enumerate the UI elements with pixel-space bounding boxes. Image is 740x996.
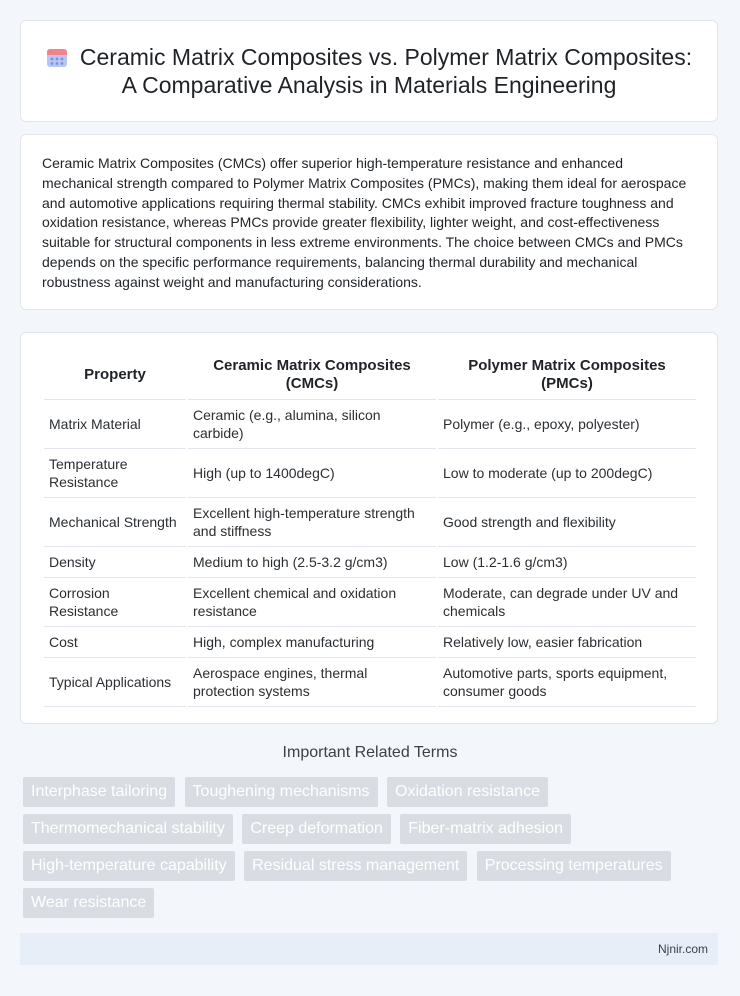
- cell-property: Density: [44, 547, 186, 578]
- table-row: [44, 400, 696, 449]
- page-title-text: Ceramic Matrix Composites vs. Polymer Matrix Composites: A Comparative Analysis in Materials Engineering: [79, 44, 693, 98]
- cell-property: Matrix Material: [44, 400, 186, 449]
- header-pmc: Polymer Matrix Composites (PMCs): [438, 351, 696, 400]
- related-term-tag[interactable]: Wear resistance: [23, 888, 154, 918]
- comparison-card: [20, 332, 718, 724]
- cell-cmc: High, complex manufacturing: [188, 627, 436, 658]
- table-row: [44, 498, 696, 547]
- cell-cmc: High (up to 1400degC): [188, 449, 436, 498]
- cell-property: Cost: [44, 627, 186, 658]
- table-header-row: [44, 351, 696, 400]
- table-row: [44, 578, 696, 627]
- summary-card: [20, 134, 718, 310]
- table-row: [44, 449, 696, 498]
- summary-text: Ceramic Matrix Composites (CMCs) offer superior high-temperature resistance and enhanced mechanical strength compared to Polymer Matrix Composites (PMCs), making them ideal for aerospace and automotive applications requiring thermal stability. CMCs exhibit improved fracture toughness and oxidation resistance, whereas PMCs provide greater flexibility, lighter weight, and cost-effectiveness suitable for structural components in less extreme environments. The choice between CMCs and PMCs depends on the specific performance requirements, balancing thermal durability and mechanical robustness against weight and manufacturing considerations.: [42, 155, 687, 290]
- related-term-tag[interactable]: Creep deformation: [242, 814, 391, 844]
- related-term-tag[interactable]: High-temperature capability: [23, 851, 235, 881]
- cell-property: Typical Applications: [44, 658, 186, 707]
- cell-pmc: Moderate, can degrade under UV and chemicals: [438, 578, 696, 627]
- calendar-icon: [46, 46, 68, 68]
- cell-pmc: Good strength and flexibility: [438, 498, 696, 547]
- related-term-tag[interactable]: Oxidation resistance: [387, 777, 548, 807]
- cell-cmc: Ceramic (e.g., alumina, silicon carbide): [188, 400, 436, 449]
- comparison-table: [42, 351, 698, 707]
- page-title: [39, 43, 699, 99]
- cell-cmc: Excellent high-temperature strength and stiffness: [188, 498, 436, 547]
- cell-pmc: Low (1.2-1.6 g/cm3): [438, 547, 696, 578]
- header-cmc: Ceramic Matrix Composites (CMCs): [188, 351, 436, 400]
- related-term-tag[interactable]: Processing temperatures: [477, 851, 671, 881]
- related-term-tag[interactable]: Fiber-matrix adhesion: [400, 814, 571, 844]
- related-term-tag[interactable]: Residual stress management: [244, 851, 467, 881]
- header-property: Property: [44, 351, 186, 400]
- footer-site-link[interactable]: Njnir.com: [657, 942, 708, 956]
- table-row: [44, 547, 696, 578]
- related-term-tag[interactable]: Thermomechanical stability: [23, 814, 233, 844]
- table-row: [44, 658, 696, 707]
- table-row: [44, 627, 696, 658]
- cell-pmc: Low to moderate (up to 200degC): [438, 449, 696, 498]
- title-card: [20, 20, 718, 122]
- cell-property: Mechanical Strength: [44, 498, 186, 547]
- cell-pmc: Polymer (e.g., epoxy, polyester): [438, 400, 696, 449]
- footer: [20, 933, 718, 965]
- related-terms-title: Important Related Terms: [282, 744, 458, 761]
- cell-cmc: Excellent chemical and oxidation resistance: [188, 578, 436, 627]
- related-term-tag[interactable]: Interphase tailoring: [23, 777, 175, 807]
- cell-property: Temperature Resistance: [44, 449, 186, 498]
- cell-property: Corrosion Resistance: [44, 578, 186, 627]
- cell-pmc: Relatively low, easier fabrication: [438, 627, 696, 658]
- related-terms-list: [23, 777, 723, 925]
- cell-pmc: Automotive parts, sports equipment, consumer goods: [438, 658, 696, 707]
- cell-cmc: Medium to high (2.5-3.2 g/cm3): [188, 547, 436, 578]
- cell-cmc: Aerospace engines, thermal protection systems: [188, 658, 436, 707]
- related-term-tag[interactable]: Toughening mechanisms: [185, 777, 378, 807]
